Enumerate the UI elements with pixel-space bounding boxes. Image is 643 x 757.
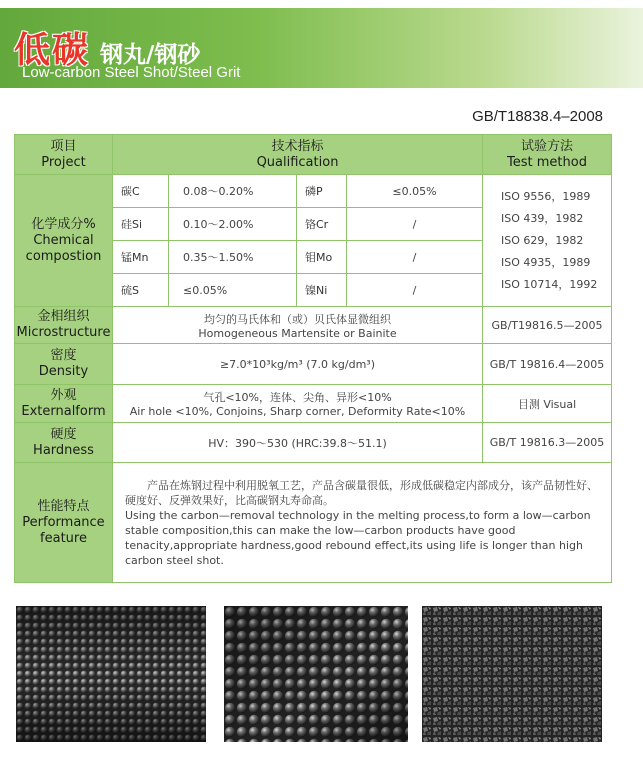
micro-value-cn: 均匀的马氏体和（或）贝氏体显微组织 — [204, 312, 391, 326]
value-si: 0.10～2.00% — [169, 208, 297, 241]
form-value-cn: 气孔<10%，连体、尖角、异形<10% — [203, 391, 392, 404]
performance-label-en1: Performance — [22, 514, 105, 530]
hardness-value: HV：390～530 (HRC:39.8～51.1) — [113, 423, 483, 463]
header-test-en: Test method — [507, 154, 587, 170]
micro-label — [15, 307, 113, 344]
grit-texture — [422, 606, 602, 742]
title-main: 低碳 — [14, 30, 91, 71]
performance-text-cn: 产品在炼钢过程中利用脱氧工艺，产品含碳量很低，形成低碳稳定内部成分，该产品韧性好、硬度好、反弹效果好，比高碳钢丸寿命高。 — [125, 478, 598, 507]
hardness-row — [15, 423, 612, 463]
value-p: ≤0.05% — [347, 175, 483, 208]
value-s: ≤0.05% — [169, 274, 297, 307]
micro-label-en: Microstructure — [16, 325, 111, 340]
spec-table — [14, 134, 612, 583]
hardness-test: GB/T 19816.3—2005 — [483, 423, 612, 463]
product-photos — [16, 606, 620, 742]
micro-row — [15, 307, 612, 344]
shot-texture-2 — [224, 606, 408, 742]
micro-value — [113, 307, 483, 344]
element-cr: 铬Cr — [297, 208, 347, 241]
header-project-cn: 项目 — [50, 138, 77, 154]
header-test-cn: 试验方法 — [520, 138, 573, 154]
form-label-cn: 外观 — [50, 387, 77, 403]
density-test: GB/T 19816.4—2005 — [483, 344, 612, 385]
steel-grit-photo — [422, 606, 602, 742]
form-value — [113, 385, 483, 423]
form-value-en: Air hole <10%, Conjoins, Sharp corner, Deformity Rate<10% — [129, 405, 466, 418]
steel-shot-photo-2 — [224, 606, 408, 742]
header-project — [15, 135, 113, 175]
value-ni: / — [347, 274, 483, 307]
density-label — [15, 344, 113, 385]
steel-shot-photo-1 — [16, 606, 206, 742]
performance-text-en: Using the carbon—removal technology in the melting process,to form a low—carbon stable composition,this can make the low—carbon products have good tenacity,appropriate hardness,good rebound effect,its using life is longer than high carbon steel shot. — [125, 508, 591, 567]
chemical-label-en2: compostion — [25, 248, 102, 264]
header-banner — [0, 8, 643, 88]
hardness-label-cn: 硬度 — [50, 426, 77, 442]
chem-std-1: ISO 9556，1989 — [501, 189, 591, 203]
header-test-method — [483, 135, 612, 175]
chem-std-2: ISO 439，1982 — [501, 211, 584, 225]
element-ni: 镍Ni — [297, 274, 347, 307]
value-mo: / — [347, 241, 483, 274]
chemical-label — [15, 175, 113, 307]
density-label-en: Density — [38, 364, 89, 379]
standard-number: GB/T18838.4–2008 — [472, 108, 603, 125]
title-english: Low-carbon Steel Shot/Steel Grit — [22, 64, 241, 81]
chem-std-5: ISO 10714，1992 — [501, 277, 598, 291]
header-qual-cn: 技术指标 — [271, 138, 324, 154]
form-test: 目测 Visual — [483, 385, 612, 423]
density-row — [15, 344, 612, 385]
chem-std-4: ISO 4935，1989 — [501, 255, 591, 269]
density-label-cn: 密度 — [50, 348, 77, 363]
element-p: 磷P — [297, 175, 347, 208]
micro-label-cn: 金相组织 — [37, 309, 90, 324]
shot-texture-1 — [16, 606, 206, 742]
hardness-label — [15, 423, 113, 463]
title-sub: 钢丸/钢砂 — [100, 42, 201, 68]
chemical-label-en1: Chemical — [33, 232, 94, 248]
hardness-label-en: Hardness — [33, 442, 94, 458]
performance-row — [15, 463, 612, 583]
header-qual-en: Qualification — [256, 154, 339, 170]
chemical-standards — [483, 175, 612, 307]
element-mn: 锰Mn — [113, 241, 169, 274]
chem-row-1 — [15, 175, 612, 208]
element-c: 碳C — [113, 175, 169, 208]
performance-label-en2: feature — [40, 530, 87, 546]
performance-label — [15, 463, 113, 583]
micro-test: GB/T19816.5—2005 — [483, 307, 612, 344]
performance-label-cn: 性能特点 — [37, 498, 90, 514]
form-row — [15, 385, 612, 423]
chem-std-3: ISO 629，1982 — [501, 233, 584, 247]
element-mo: 钼Mo — [297, 241, 347, 274]
form-label-en: Externalform — [21, 403, 106, 419]
micro-value-en: Homogeneous Martensite or Bainite — [198, 326, 397, 340]
table-header-row — [15, 135, 612, 175]
element-si: 硅Si — [113, 208, 169, 241]
value-mn: 0.35～1.50% — [169, 241, 297, 274]
value-c: 0.08～0.20% — [169, 175, 297, 208]
header-qualification — [113, 135, 483, 175]
performance-text — [113, 463, 612, 583]
form-label — [15, 385, 113, 423]
element-s: 硫S — [113, 274, 169, 307]
header-project-en: Project — [41, 154, 86, 170]
chemical-label-cn: 化学成分% — [31, 216, 96, 232]
value-cr: / — [347, 208, 483, 241]
density-value: ≥7.0*10³kg/m³ (7.0 kg/dm³) — [113, 344, 483, 385]
